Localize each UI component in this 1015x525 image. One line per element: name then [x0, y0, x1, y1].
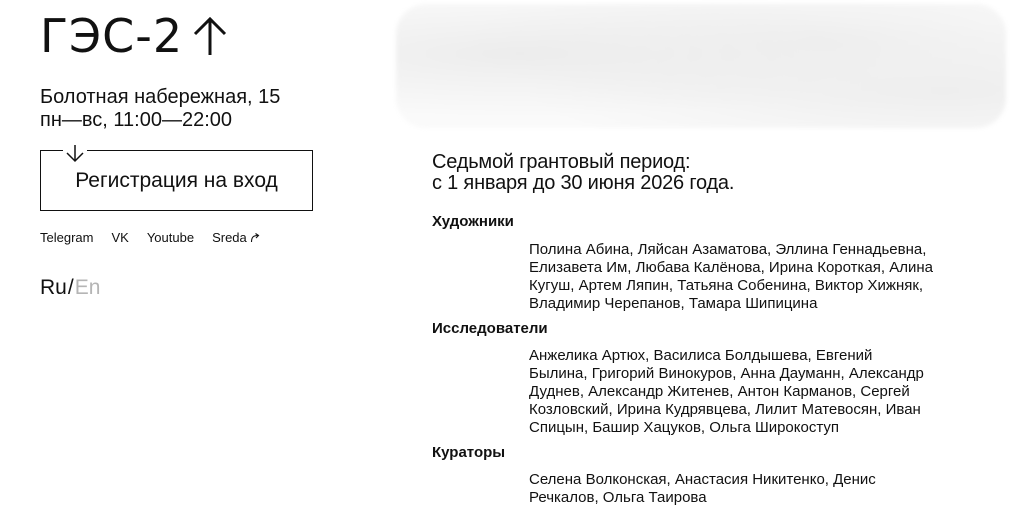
- social-links: [40, 230, 278, 246]
- grant-period-line-1: Седьмой грантовый период:: [432, 151, 691, 173]
- youtube-link[interactable]: Youtube: [146, 230, 195, 245]
- grant-period-line-2: с 1 января до 30 июня 2026 года.: [432, 172, 735, 194]
- external-link-icon: [250, 233, 260, 243]
- artists-group: [432, 213, 933, 312]
- curators-heading: Кураторы: [432, 444, 506, 461]
- artists-heading: Художники: [432, 213, 514, 230]
- register-button-label: Регистрация на вход: [75, 168, 278, 192]
- language-switcher: [40, 276, 100, 300]
- site-logo[interactable]: [40, 8, 233, 64]
- researchers-group: [432, 320, 924, 436]
- list-line: Речкалов, Ольга Таирова: [529, 489, 707, 506]
- hero-image: [396, 4, 1006, 128]
- telegram-link[interactable]: Telegram: [40, 230, 94, 245]
- sreda-link[interactable]: [212, 230, 260, 246]
- list-line: Спицын, Башир Хацуков, Ольга Широкоступ: [529, 419, 840, 436]
- curators-group: [432, 444, 876, 506]
- logo-text: ГЭС-2: [40, 9, 184, 63]
- grant-period-title: [432, 152, 734, 194]
- language-en[interactable]: En: [74, 276, 101, 299]
- arrow-down-icon: [63, 145, 87, 163]
- opening-hours: пн—вс, 11:00—22:00: [40, 109, 233, 131]
- list-line: Кугуш, Артем Ляпин, Татьяна Собенина, Виктор Хижняк,: [529, 277, 924, 294]
- researchers-list: [529, 347, 1004, 437]
- language-ru[interactable]: Ru: [40, 276, 67, 299]
- list-line: Козловский, Ирина Кудрявцева, Лилит Матевосян, Иван: [529, 401, 921, 418]
- vk-link[interactable]: VK: [111, 230, 129, 245]
- list-line: Полина Абина, Ляйсан Азаматова, Эллина Геннадьевна,: [529, 241, 927, 258]
- list-line: Елизавета Им, Любава Калёнова, Ирина Короткая, Алина: [529, 259, 933, 276]
- arrow-up-icon: [187, 13, 233, 59]
- researchers-heading: Исследователи: [432, 320, 548, 337]
- address-block: [40, 86, 280, 132]
- list-line: Селена Волконская, Анастасия Никитенко, Денис: [529, 471, 876, 488]
- list-line: Дуднев, Александр Житенев, Антон Карманов, Сергей: [529, 383, 910, 400]
- address-street: Болотная набережная, 15: [40, 86, 281, 108]
- list-line: Владимир Черепанов, Тамара Шипицина: [529, 295, 818, 312]
- artists-list: [529, 241, 1004, 313]
- sreda-link-label: Sreda: [212, 230, 247, 245]
- list-line: Былина, Григорий Винокуров, Анна Дауманн, Александр: [529, 365, 924, 382]
- register-button[interactable]: [40, 150, 313, 211]
- list-line: Анжелика Артюх, Василиса Болдышева, Евгений: [529, 347, 873, 364]
- curators-list: [529, 471, 1004, 507]
- language-separator: /: [67, 276, 74, 299]
